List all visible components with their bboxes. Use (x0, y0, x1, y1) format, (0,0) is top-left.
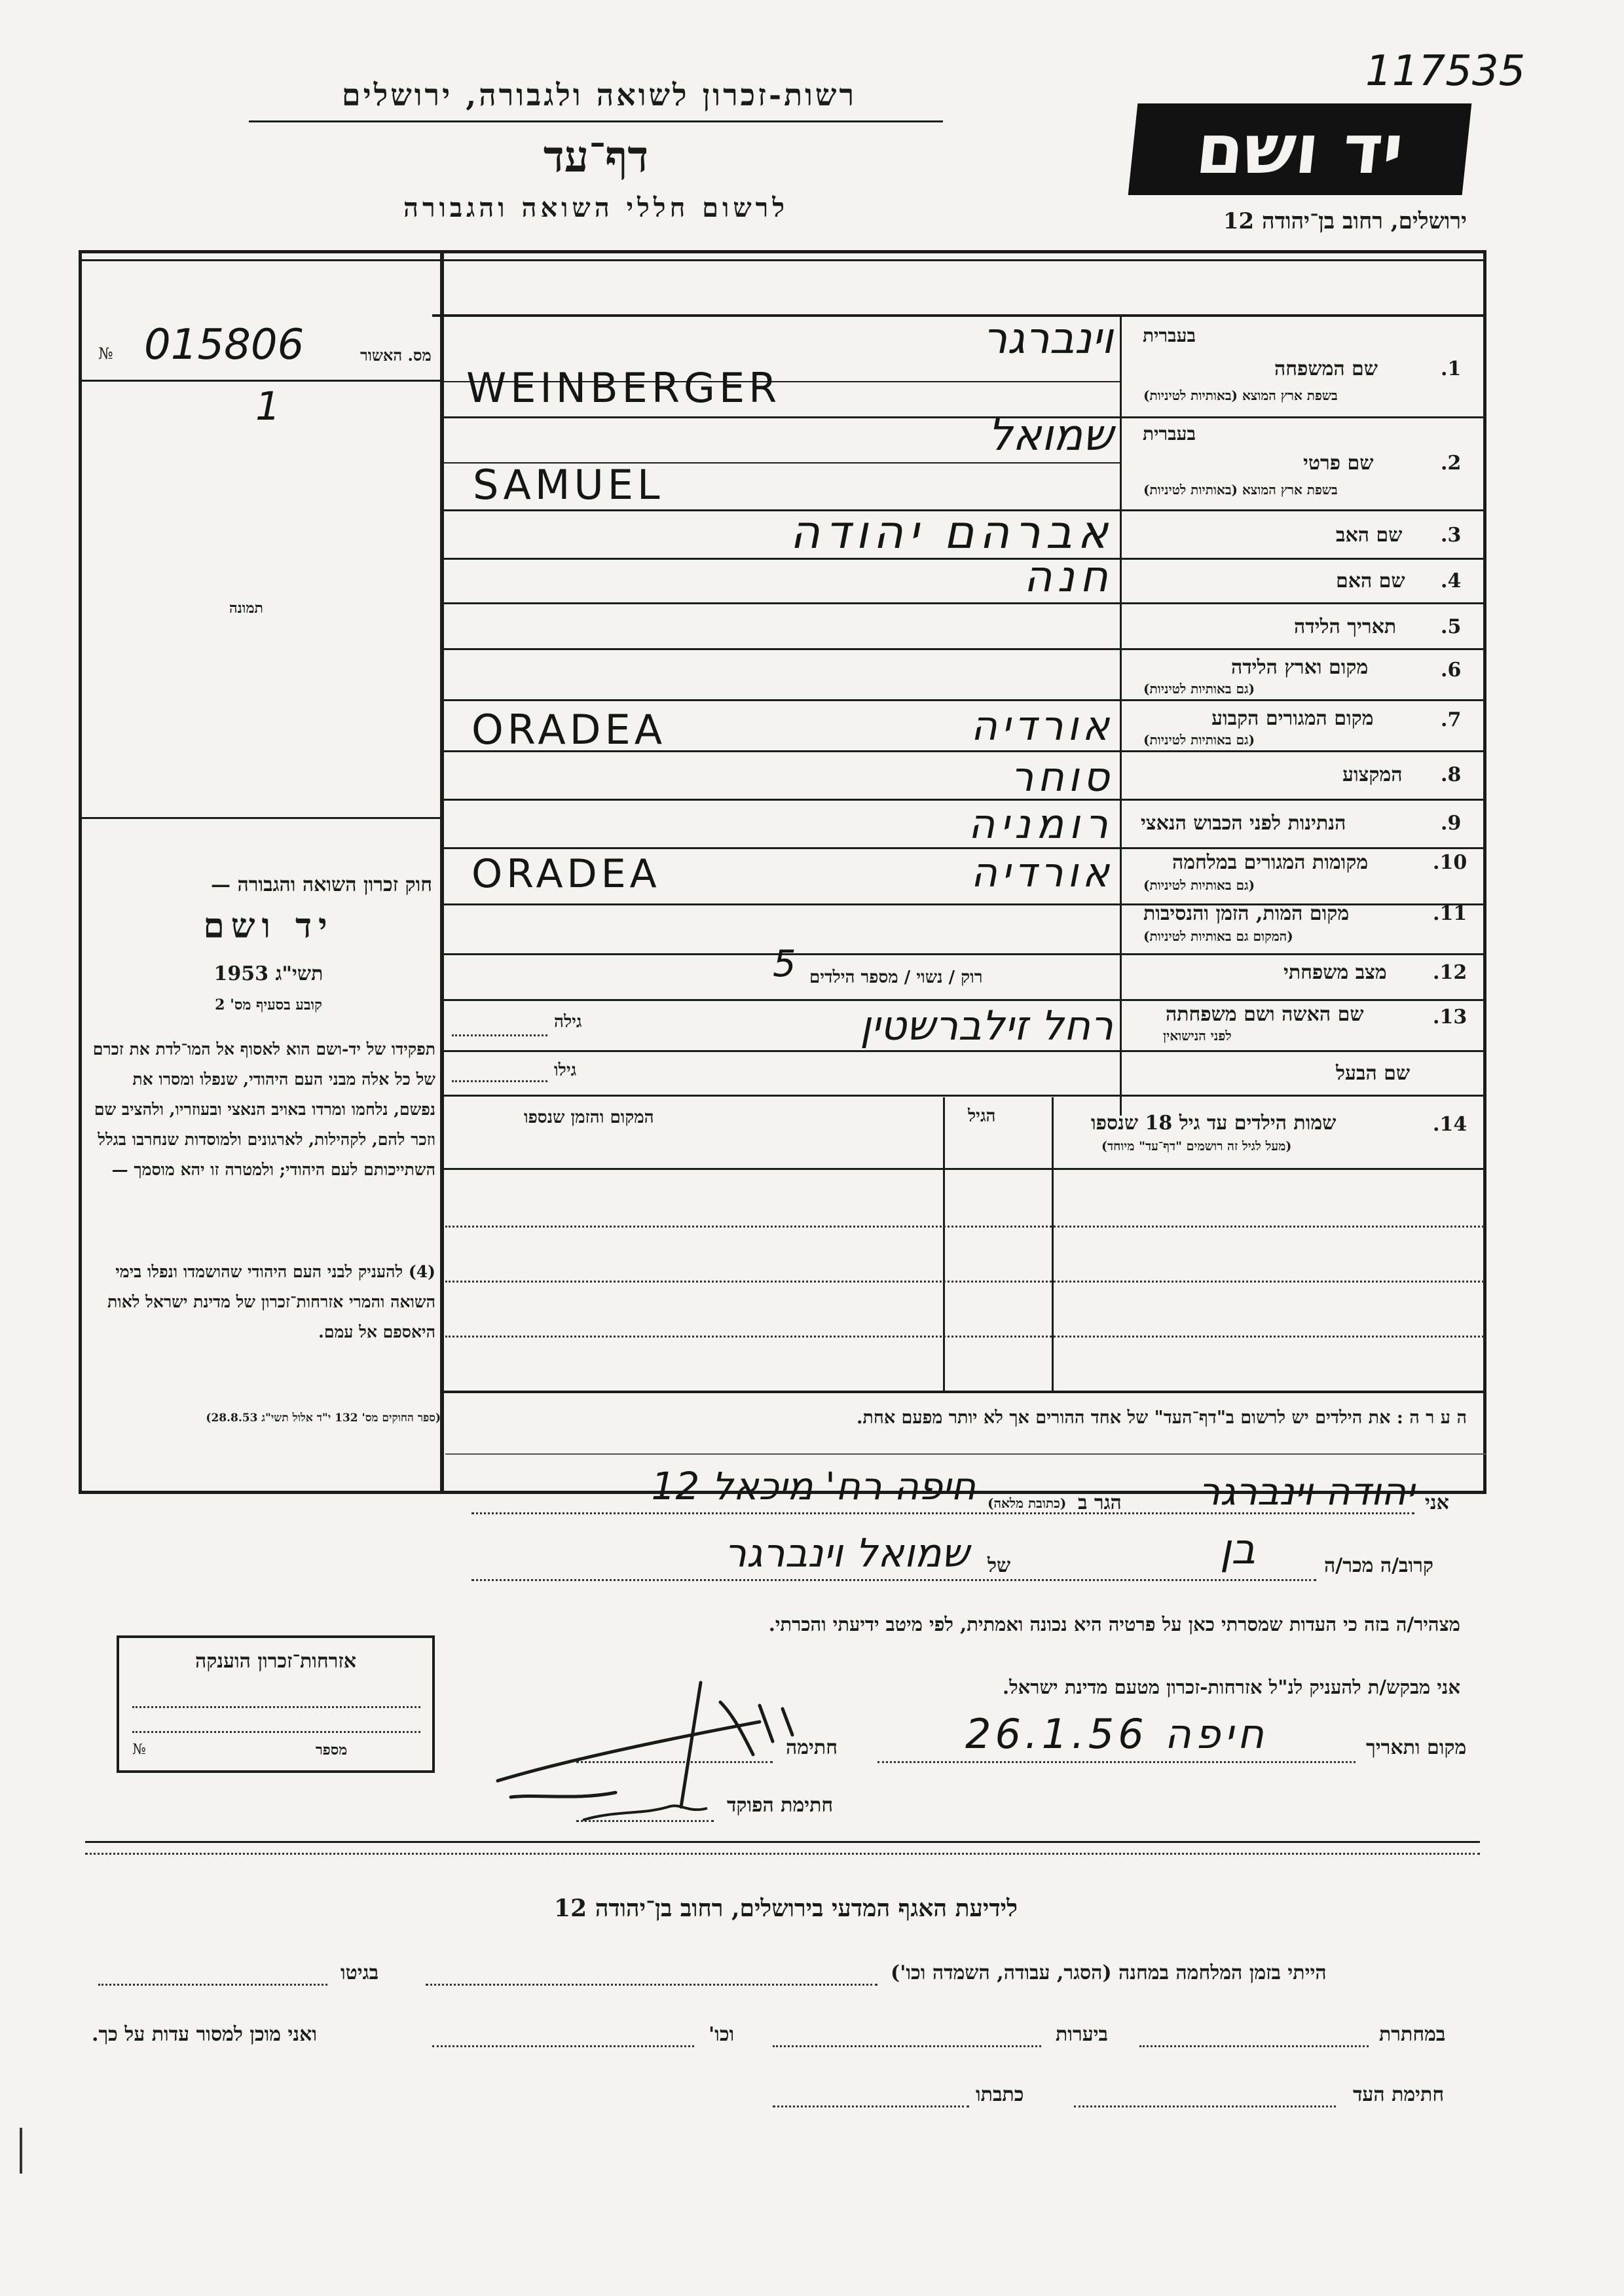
photo-box-top (80, 380, 441, 382)
official-signature-label: חתימת הפוקד (727, 1794, 834, 1817)
row-line-13 (444, 1050, 1485, 1052)
bottom-line-1-b: בגיטו (341, 1961, 379, 1984)
field-2-value-hebrew: שמואל (987, 410, 1113, 460)
relation-value: בן (1219, 1525, 1256, 1574)
law-title: חוק זכרון השואה והגבורה — (211, 873, 432, 896)
field-6-sub: (גם באותיות לטיניות) (1143, 681, 1255, 697)
field-11-title: מקום המות, הזמן והנסיבות (1143, 902, 1350, 925)
writer-name: יהודה וינברגר (1198, 1469, 1414, 1514)
field-4-value: חנה (1024, 551, 1113, 602)
law-paragraph-2: (4) להעניק לבני העם היהודי שהושמדו ונפלו בימי השואה והמרי אזרחות־זכרון של מדינת ישראל לאות היאספם אל עמם. (107, 1262, 435, 1341)
field-10-value-latin: ORADEA (471, 851, 661, 897)
citizenship-box-line-2 (132, 1731, 420, 1733)
bottom-line-1-a: הייתי בזמן המלחמה במחנה (הסגר, עבודה, השמדה וכו') (891, 1961, 1327, 1984)
declaration-ani: אני (1425, 1491, 1449, 1514)
field-12-status-options: רוק / נשוי / מספר הילדים (809, 968, 983, 987)
field-12-children: 5 (773, 943, 796, 985)
header-underline (249, 120, 943, 122)
field-7-value-latin: ORADEA (471, 706, 667, 754)
yad-vashem-logo (1128, 103, 1472, 195)
field-13-title: שם האשה ושם משפחתה (1166, 1003, 1364, 1026)
field-6-num: 6. (1441, 659, 1462, 682)
photo-box-bottom (80, 817, 441, 819)
bottom-line-1-dots-a (426, 1984, 877, 1986)
row-line-14-end (444, 1391, 1485, 1393)
label-column-divider (1120, 317, 1122, 1116)
approval-sub-number: 1 (255, 384, 281, 429)
field-13-sub: לפני הנישואין (1163, 1028, 1232, 1044)
field-8-num: 8. (1441, 763, 1462, 786)
field-3-value: אברהם יהודה (790, 505, 1113, 559)
field-12-num: 12. (1433, 961, 1467, 984)
field-14-col-place: המקום והזמן שנספו (524, 1108, 654, 1127)
field-13-num: 13. (1433, 1006, 1467, 1029)
law-citation: (ספר החוקים מס' 132 י"ד אלול תשי"ג 28.8.53) (206, 1412, 441, 1425)
field-1-value-latin: WEINBERGER (466, 364, 781, 412)
citizenship-box-number-label: מספר (316, 1741, 348, 1758)
field-7-sub: (גם באותיות לטיניות) (1143, 732, 1255, 748)
field-1-title: שם המשפחה (1274, 357, 1378, 380)
declaration-resident: הגר ב (1078, 1491, 1122, 1514)
writer-address-dots (471, 1512, 1414, 1514)
field-11-sub: (המקום גם באותיות לטיניות) (1143, 928, 1293, 944)
field-1-sub: בשפת ארץ המוצא (באותיות לטיניות) (1143, 388, 1338, 403)
field-5-num: 5. (1441, 615, 1462, 638)
bottom-line-2-dots-a (1139, 2045, 1369, 2047)
official-signature-dots (576, 1820, 714, 1822)
declaration-statement: מצהיר/ה בזה כי העדות שמסרתי כאן על פרטיה היא נכונה ואמתית, לפי מיטב ידיעתי והכרתי. (768, 1613, 1460, 1635)
bottom-separator-dots (85, 1853, 1480, 1855)
field-1-value-hebrew: וינברגר (982, 313, 1113, 363)
form-subtitle: לרשום חללי השואה והגבורה (403, 192, 789, 223)
bottom-line-2-c: וכו' (709, 2023, 735, 2046)
writer-address: חיפה רח' מיכאל 12 (651, 1464, 976, 1508)
field-9-value: רומניה (968, 800, 1113, 848)
field-6-title: מקום וארץ הלידה (1231, 656, 1369, 679)
field-10-sub: (גם באותיות לטיניות) (1143, 877, 1255, 893)
field-14-title: שמות הילדים עד גיל 18 שנספו (1091, 1112, 1337, 1135)
bottom-separator (85, 1841, 1480, 1843)
field-14-col-age: הגיל (968, 1106, 996, 1126)
bottom-title: לידיעת האגף המדעי בירושלים, רחוב בן־יהודה 12 (554, 1895, 1018, 1922)
relation-dots (471, 1579, 1316, 1581)
field-11-num: 11. (1433, 902, 1467, 925)
field-2-value-latin: SAMUEL (473, 461, 664, 509)
bottom-line-2-dots-b (773, 2045, 1041, 2047)
deceased-name: שמואל וינברגר (724, 1531, 969, 1576)
law-year: תשי"ג 1953 (213, 962, 323, 985)
photo-label: תמונה (229, 600, 263, 617)
field-7-num: 7. (1441, 708, 1462, 731)
field-5-title: תאריך הלידה (1294, 615, 1397, 638)
bottom-line-3-a: חתימת העד (1353, 2083, 1445, 2106)
field-2-num: 2. (1441, 452, 1462, 475)
bottom-line-1-dots-b (98, 1984, 327, 1986)
place-date-dots (877, 1761, 1356, 1763)
field-8-title: המקצוע (1342, 763, 1403, 786)
bottom-line-3-dots-a (1074, 2105, 1336, 2107)
field-12-title: מצב משפחתי (1283, 961, 1387, 984)
citizenship-box-title: אזרחות־זכרון הוענקה (194, 1650, 357, 1673)
approval-label: מס. האשור (360, 346, 432, 365)
law-paragraph-1: תפקידו של יד-ושם הוא לאסוף אל המו־לדת את זכרם של כל אלה מבני העם היהודי, שנפלו ומסרו את נפשם, נלחמו ומרדו באויב הנאצי ובעוזריו, ולהציב שם וזכר להם, לקהילות, לארגונים ולמוסדות שנחרבו בגלל השתייכותם לעם היהודי; ולמטרה זו יהא מוסמך — (92, 1040, 435, 1179)
bottom-line-2-b: ביערות (1056, 2023, 1109, 2046)
frame-top-inner (80, 259, 1485, 261)
children-table-col-1 (1052, 1097, 1054, 1392)
children-note: ה ע ר ה : את הילדים יש לרשום ב"דף־העד" של אחד ההורים אך לא יותר מפעם אחת. (856, 1408, 1467, 1428)
form-title: דף־עד (543, 131, 649, 182)
field-10-num: 10. (1433, 851, 1467, 874)
field-9-num: 9. (1441, 812, 1462, 835)
of-label: של (987, 1554, 1011, 1577)
place-date-value: חיפה 26.1.56 (965, 1710, 1268, 1758)
husband-title: שם הבעל (1336, 1062, 1411, 1085)
children-table-col-2 (943, 1097, 945, 1392)
row-line-11 (444, 953, 1485, 955)
bottom-line-2-dots-c (432, 2045, 694, 2047)
field-8-value: סוחר (1010, 753, 1113, 801)
declaration-top-line (445, 1453, 1486, 1455)
field-7-title: מקום המגורים הקבוע (1211, 707, 1374, 730)
field-13-value: רחל זילברשטין (860, 1002, 1113, 1049)
children-row-2 (445, 1281, 1484, 1283)
children-row-3 (445, 1336, 1484, 1338)
citizenship-box-line-1 (132, 1706, 420, 1708)
field-4-num: 4. (1441, 570, 1462, 592)
logo-text: יד ושם (1192, 109, 1407, 189)
bottom-line-2-a: במחתרת (1379, 2023, 1446, 2046)
field-1-num: 1. (1441, 357, 1462, 380)
bottom-line-3-b: כתבתו (976, 2083, 1024, 2106)
header-authority: רשות-זכרון לשואה ולגבורה, ירושלים (341, 77, 857, 113)
header-address: ירושלים, רחוב בן־יהודה 12 (1223, 208, 1467, 234)
children-row-1 (445, 1226, 1484, 1228)
law-name: יד ושם (203, 906, 334, 946)
relation-label: קרוב/ה מכר/ה (1324, 1554, 1433, 1577)
left-column-divider (440, 253, 444, 1494)
field-1-hebrew-label: בעברית (1143, 325, 1196, 346)
field-10-value-hebrew: אורדיה (970, 848, 1113, 896)
declaration-address-hint: (כתובת מלאה) (987, 1495, 1067, 1511)
husband-age-label: גילו (554, 1061, 577, 1080)
field-13-age-label: גילה (554, 1012, 582, 1032)
row-line-4 (444, 602, 1485, 604)
row-line-12 (444, 999, 1485, 1001)
row-line-6 (444, 699, 1485, 701)
bottom-line-2-d: ואני מוכן למסור עדות על כך. (92, 2023, 318, 2046)
field-2-hebrew-label: בעברית (1143, 423, 1196, 445)
field-2-sub: בשפת ארץ המוצא (באותיות לטיניות) (1143, 482, 1338, 498)
row-line-5 (444, 648, 1485, 650)
approval-number: 015806 (144, 321, 304, 369)
archive-number: 117535 (1365, 47, 1526, 96)
margin-mark (20, 2128, 22, 2174)
field-10-title: מקומות המגורים במלחמה (1172, 851, 1369, 874)
field-4-title: שם האם (1336, 570, 1405, 592)
citizenship-box (117, 1635, 435, 1773)
place-date-label: מקום ותאריך (1366, 1736, 1467, 1759)
row-line-husband (444, 1095, 1485, 1097)
field-13-age-dots (452, 1034, 547, 1036)
bottom-line-3-dots-b (773, 2105, 969, 2107)
field-14-sub: (מעל לגיל זה רושמים "דף־עד" מיוחד) (1101, 1139, 1292, 1154)
field-3-num: 3. (1441, 524, 1462, 547)
field-14-num: 14. (1433, 1113, 1467, 1136)
field-3-title: שם האב (1336, 524, 1403, 547)
approval-no-mark: № (98, 344, 113, 363)
law-clause: קובע בסעיף מס' 2 (215, 996, 322, 1013)
field-9-title: הנתינות לפני הכבוש הנאצי (1141, 812, 1346, 835)
declaration-request: אני מבקש/ת להעניק לנ"ל אזרחות-זכרון מטעם מדינת ישראל. (1002, 1676, 1460, 1698)
field-7-value-hebrew: אורדיה (970, 702, 1113, 750)
citizenship-box-no-mark: № (132, 1741, 146, 1758)
children-table-header-line (444, 1168, 1485, 1170)
field-2-title: שם פרטי (1303, 452, 1374, 475)
husband-age-dots (452, 1080, 547, 1082)
signature-label: חתימה (786, 1736, 838, 1759)
